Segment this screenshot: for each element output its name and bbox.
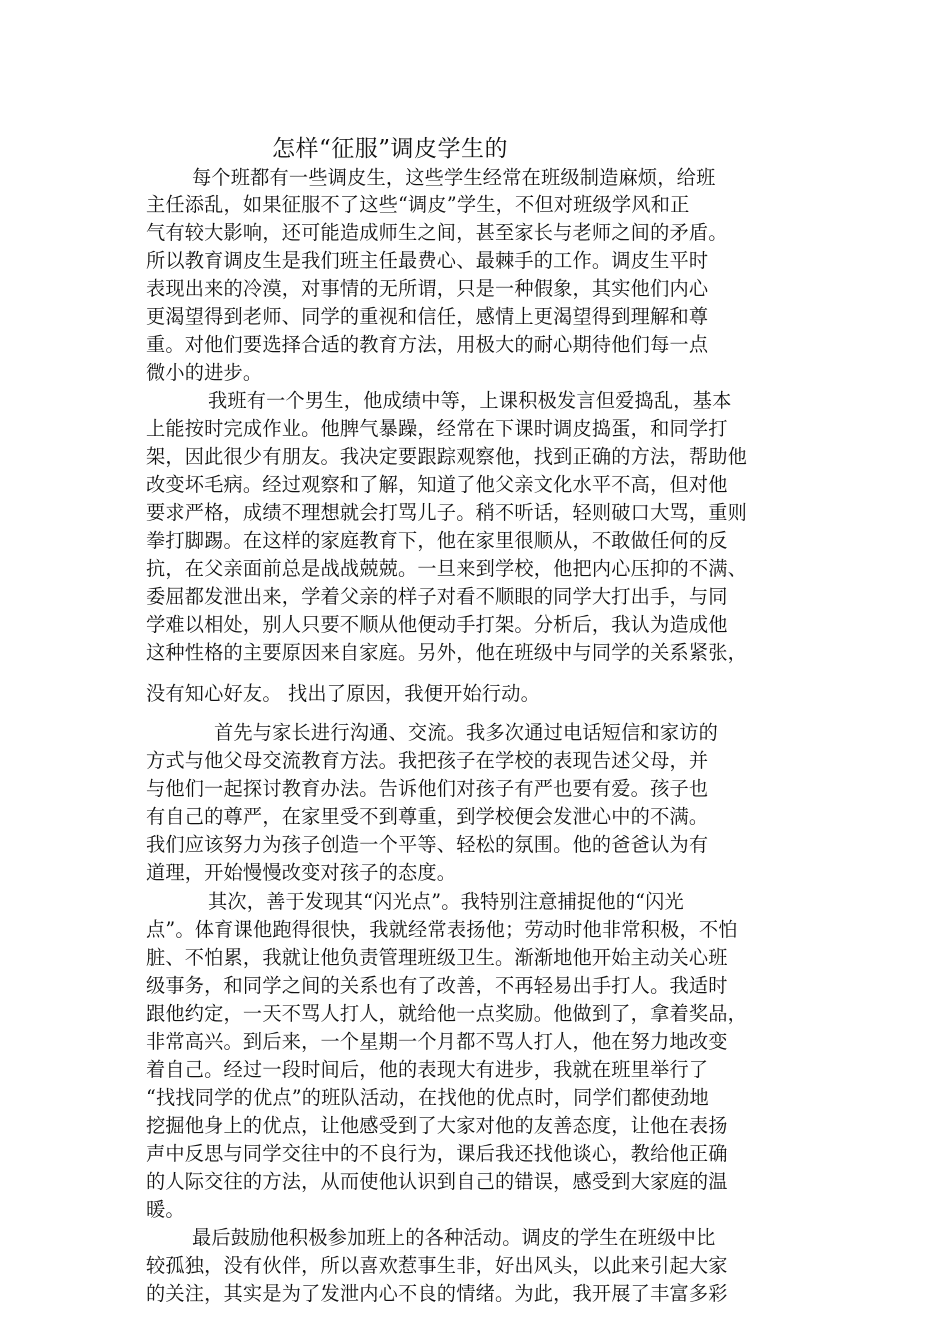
text-line: 所以教育调皮生是我们班主任最费心、最棘手的工作。调皮生平时: [146, 249, 709, 272]
text-line: 声中反思与同学交往中的不良行为，课后我还找他谈心，教给他正确: [146, 1142, 728, 1165]
page-title: 怎样“征服”调皮学生的: [272, 136, 509, 162]
text-line: 首先与家长进行沟通、交流。我多次通过电话短信和家访的: [214, 721, 719, 744]
text-line: 没有知心好友。 找出了原因，我便开始行动。: [146, 682, 541, 705]
text-line: 我们应该努力为孩子创造一个平等、轻松的氛围。他的爸爸认为有: [146, 833, 709, 856]
text-line: 方式与他父母交流教育方法。我把孩子在学校的表现告述父母，并: [146, 749, 709, 772]
text-line: 要求严格，成绩不理想就会打骂儿子。稍不听话，轻则破口大骂，重则: [146, 501, 748, 524]
text-line: 较孤独，没有伙伴，所以喜欢惹事生非，好出风头，以此来引起大家: [146, 1254, 728, 1277]
text-line: 改变坏毛病。经过观察和了解，知道了他父亲文化水平不高，但对他: [146, 473, 728, 496]
text-line: 委屈都发泄出来，学着父亲的样子对看不顺眼的同学大打出手，与同: [146, 585, 728, 608]
text-line: 我班有一个男生，他成绩中等，上课积极发言但爱捣乱，基本: [208, 389, 732, 412]
text-line: “找找同学的优点”的班队活动，在找他的优点时，同学们都使劲地: [146, 1086, 709, 1109]
text-line: 有自己的尊严，在家里受不到尊重，到学校便会发泄心中的不满。: [146, 805, 709, 828]
text-line: 挖掘他身上的优点，让他感受到了大家对他的友善态度，让他在表扬: [146, 1114, 728, 1137]
text-line: 跟他约定，一天不骂人打人，就给他一点奖励。他做到了，拿着奖品，: [146, 1002, 748, 1025]
text-line: 的人际交往的方法，从而使他认识到自己的错误，感受到大家庭的温: [146, 1170, 728, 1193]
text-line: 最后鼓励他积极参加班上的各种活动。调皮的学生在班级中比: [192, 1226, 716, 1249]
text-line: 着自己。经过一段时间后，他的表现大有进步，我就在班里举行了: [146, 1058, 709, 1081]
text-line: 主任添乱，如果征服不了这些“调皮”学生，不但对班级学风和正: [146, 193, 690, 216]
text-line: 拳打脚踢。在这样的家庭教育下，他在家里很顺从，不敢做任何的反: [146, 529, 728, 552]
text-line: 道理，开始慢慢改变对孩子的态度。: [146, 861, 457, 884]
text-line: 这种性格的主要原因来自家庭。另外，他在班级中与同学的关系紧张，: [146, 641, 748, 664]
text-line: 暖。: [146, 1198, 185, 1221]
text-line: 表现出来的冷漠，对事情的无所谓，只是一种假象，其实他们内心: [146, 277, 709, 300]
text-line: 的关注，其实是为了发泄内心不良的情绪。为此，我开展了丰富多彩: [146, 1282, 728, 1305]
text-line: 架，因此很少有朋友。我决定要跟踪观察他，找到正确的方法，帮助他: [146, 445, 748, 468]
text-line: 气有较大影响，还可能造成师生之间，甚至家长与老师之间的矛盾。: [146, 221, 728, 244]
text-line: 重。对他们要选择合适的教育方法，用极大的耐心期待他们每一点: [146, 333, 709, 356]
text-line: 点”。体育课他跑得很快，我就经常表扬他；劳动时他非常积极，不怕: [146, 918, 738, 941]
text-line: 抗，在父亲面前总是战战兢兢。一旦来到学校，他把内心压抑的不满、: [146, 557, 748, 580]
text-line: 与他们一起探讨教育办法。告诉他们对孩子有严也要有爱。孩子也: [146, 777, 709, 800]
text-line: 上能按时完成作业。他脾气暴躁，经常在下课时调皮捣蛋，和同学打: [146, 417, 728, 440]
text-line: 其次，善于发现其“闪光点”。我特别注意捕捉他的“闪光: [208, 890, 684, 913]
text-line: 更渴望得到老师、同学的重视和信任，感情上更渴望得到理解和尊: [146, 305, 709, 328]
text-line: 级事务，和同学之间的关系也有了改善，不再轻易出手打人。我适时: [146, 974, 728, 997]
text-line: 微小的进步。: [146, 361, 263, 384]
text-line: 脏、不怕累，我就让他负责管理班级卫生。渐渐地他开始主动关心班: [146, 946, 728, 969]
text-line: 非常高兴。到后来，一个星期一个月都不骂人打人，他在努力地改变: [146, 1030, 728, 1053]
text-line: 每个班都有一些调皮生，这些学生经常在班级制造麻烦，给班: [192, 166, 716, 189]
text-line: 学难以相处，别人只要不顺从他便动手打架。分析后，我认为造成他: [146, 613, 728, 636]
